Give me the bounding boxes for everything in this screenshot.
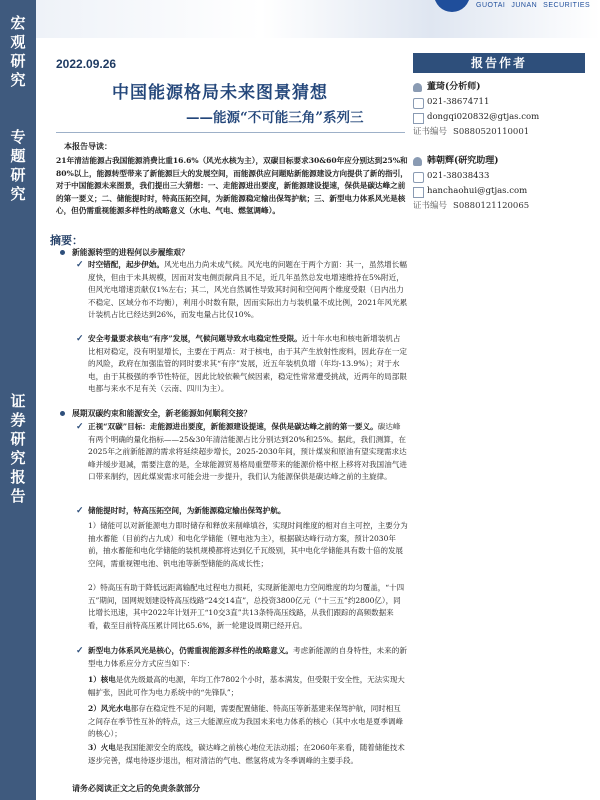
sidebar-char: 专 — [10, 128, 26, 146]
mail-icon — [413, 187, 424, 198]
author-cert: S0880121120065 — [453, 201, 530, 211]
paragraph-1-1 — [76, 259, 408, 322]
logo-word-3: SECURITIES — [543, 2, 591, 9]
paragraph-text: 风光电出力尚未成气候。风光电的问题在于两个方面：其一，虽然增长幅度快，但由于未具规模，因而对发电侧贡献尚且不足，近几年虽然总发电增速维持在5%附近，但风光电增速贡献仅1%左右；其二，风光自然属性导致其时间和空间两个维度受限（日内出力不稳定、区域分布不均衡），利用小时数有限，因而实际出力与装机量不成比例，2021年风光累计装机占比已经达到26%，而发电量占比仅10%。 — [88, 260, 408, 319]
check-icon: ✓ — [76, 646, 84, 656]
logo-mark-icon — [434, 0, 470, 12]
company-logo — [434, 0, 594, 16]
phone-icon — [413, 98, 424, 109]
paragraph-lead: 正视“双碳”目标：走能源进出要度，新能源建设提速，保供是碳达峰之前的第一要义。 — [88, 422, 378, 431]
paragraph-text: 碳达峰有两个明确的量化指标——25&30年清洁能源占比分别达到20%和25%。据此，我们测算，在2025年之前新能源的需求将延续超步增长，2025-2030年间，预计煤炭和原油有望实现需求达峰并缓步退减，需要注意的是，全球能源贸易格局重塑带来的能源价格中枢上移将对我国油气进口带来制约，因此煤炭需求可能会进一步提升，我们认为能源保供是碳达峰之前的主旋律。 — [88, 422, 407, 481]
check-icon: ✓ — [76, 260, 84, 270]
bullet-icon — [60, 411, 65, 416]
sidebar-char: 究 — [10, 449, 26, 467]
disclaimer-footer: 请务必阅读正文之后的免责条款部分 — [72, 783, 200, 793]
sidebar-char: 究 — [10, 185, 26, 203]
sidebar-char: 宏 — [10, 14, 26, 32]
sidebar-char: 告 — [10, 487, 26, 505]
report-title: 中国能源格局未来图景猜想 — [112, 83, 328, 103]
paragraph-4-head — [76, 645, 408, 670]
sidebar-char: 题 — [10, 147, 26, 165]
paragraph-lead: 1）核电 — [88, 675, 116, 684]
paragraph-lead: 新型电力体系风光是核心，仍需重视能源多样性的战略意义。 — [88, 646, 294, 655]
author-email[interactable]: dongqi020832@gtjas.com — [427, 112, 540, 122]
author-phone: 021-38038433 — [427, 171, 490, 181]
paragraph-text: 是我国能源安全的底线，碳达峰之前核心地位无法动摇；在2060年来看，随着储能技术逐步完善，煤电待逐步退出，相对清洁的气电、燃氢将成为冬季调峰的主要手段。 — [88, 743, 405, 765]
cert-label: 证书编号 — [413, 201, 448, 211]
cert-label: 证书编号 — [413, 127, 448, 137]
report-subtitle: ——能源“不可能三角”系列三 — [186, 110, 364, 126]
author-card-2 — [413, 154, 593, 214]
section-question-text: 新能源转型的进程何以步履维艰？ — [72, 248, 189, 257]
sidebar-char: 报 — [10, 468, 26, 486]
section-question-text: 展期双碳约束和能源安全，新老能源如何顺利交接？ — [72, 409, 252, 418]
paragraph-3-1: 1）储能可以对新能源电力即时储存和释放来削峰填谷，实现时间维度的相对自主可控，主要分为抽水蓄能（目前约占九成）和电化学储能（锂电池为主），根据碳达峰行动方案，预计2030年前，抽水蓄能和电化学储能的装机规模都将达到亿千瓦级别，其中电化学储能具有数十倍的发展空间，需重视锂电池、钒电池等新型储能的高成长性； — [88, 521, 408, 568]
sidebar-char: 观 — [10, 33, 26, 51]
logo-word-2: JUNAN — [511, 2, 538, 9]
guide-text: 21年清洁能源占我国能源消费比重16.6%（风光水核为主），双碳目标要求30&60年应分别达到25%和80%以上，能源转型带来了新能源巨大的发展空间，而能源供应问题贴新能源建设方向提供了新的指引，对于中国能源未来图景，我们提出三大猜想：一、走能源进出要度，新能源建设提速，保供是碳达峰之前的第一要义；二、储能提时时，特高压拓空间，为新能源稳定输出保驾护航；三、新型电力体系风光是核心，但仍需重视能源多样性的战略意义（水电、气电、燃氢调峰）。 — [56, 156, 408, 216]
check-icon: ✓ — [76, 506, 84, 516]
paragraph-lead: 2）风光水电 — [88, 704, 131, 713]
paragraph-text: 考虑新能源的自身特性，未来的新型电力体系应分方式应当如下： — [88, 646, 407, 668]
author-cert: S0880520110001 — [453, 127, 530, 137]
sidebar-special-research — [0, 128, 36, 204]
author-name: 董琦(分析师) — [427, 82, 481, 92]
section-question-1 — [72, 247, 407, 259]
author-card-1 — [413, 80, 593, 140]
authors-heading: 报告作者 — [413, 53, 585, 73]
sidebar-char: 券 — [10, 411, 26, 429]
paragraph-4-3 — [88, 742, 408, 767]
paragraph-4-1 — [88, 674, 408, 699]
bullet-icon — [60, 250, 65, 255]
mail-icon — [413, 113, 424, 124]
paragraph-3-head — [76, 505, 408, 518]
author-phone: 021-38674711 — [427, 97, 490, 107]
paragraph-1-2 — [76, 333, 408, 396]
phone-icon — [413, 172, 424, 183]
sidebar-char: 研 — [10, 52, 26, 70]
sidebar-securities-report — [0, 392, 36, 506]
paragraph-text: 都存在稳定性不足的问题，需要配置储能、特高压等新基建来保驾护航，同时相互之间存在季节性互补的特点，这三大能源应成为我国未来电力体系的核心（其中水电是夏季调峰的核心）； — [88, 704, 403, 738]
left-sidebar — [0, 0, 36, 800]
sidebar-char: 证 — [10, 392, 26, 410]
paragraph-4-2 — [88, 703, 408, 741]
sidebar-macro-research — [0, 14, 36, 90]
logo-text — [476, 2, 596, 9]
sidebar-char: 研 — [10, 430, 26, 448]
paragraph-lead: 储能提时时，特高压拓空间，为新能源稳定输出保驾护航。 — [88, 506, 286, 515]
guide-label: 本报告导读： — [64, 141, 112, 151]
author-name: 韩朝辉(研究助理) — [427, 156, 499, 166]
paragraph-lead: 安全考量要求核电“有序”发展，气候问题导致水电稳定性受限。 — [88, 334, 302, 343]
check-icon: ✓ — [76, 334, 84, 344]
section-question-2 — [72, 408, 407, 420]
summary-label: 摘要： — [50, 234, 83, 247]
paragraph-3-2: 2）特高压有助于降低远距离输配电过程电力损耗，实现新能源电力空间维度的均匀覆盖，“十四五”期间，国网规划建设特高压线路“24交14直”，总投资3800亿元（“十三五”约2800亿），同比增长迅速，其中2022年计划开工“10交3直”共13条特高压线路，从我们跟踪的高频数据来看，截至目前特高压累计同比65.6%，新一轮建设周期已经开启。 — [88, 583, 405, 630]
report-date: 2022.09.26 — [56, 57, 117, 71]
paragraph-2-1 — [76, 421, 408, 484]
person-icon — [413, 83, 422, 92]
paragraph-text: 近十年水电和核电新增装机占比相对稳定，没有明显增长，主要在于两点：对于核电，由于其产生放射性废料，因此存在一定的风险，政府在加强监管的同时要求其“有序”发展，近五年装机负增（年均-13.9%）；对于水电，由于其极强的季节性特征，因此比较依赖气候因素，稳定性常常遭受挑战，近两年的局部限电都与来水不足有关（云南、四川为主）。 — [88, 334, 407, 393]
check-icon: ✓ — [76, 422, 84, 432]
header-divider — [56, 132, 405, 133]
paragraph-lead: 3）火电 — [88, 743, 116, 752]
paragraph-lead: 时空错配，起步伊始。 — [88, 260, 164, 269]
author-email[interactable]: hanchaohui@gtjas.com — [427, 186, 528, 196]
sidebar-char: 研 — [10, 166, 26, 184]
sidebar-char: 究 — [10, 71, 26, 89]
person-icon — [413, 157, 422, 166]
logo-word-1: GUOTAI — [476, 2, 506, 9]
paragraph-text: 是优先级最高的电源，年均工作7802个小时，基本满发，但受限于安全性，无法实现大幅扩张，因此可作为电力系统中的“先锋队”； — [88, 675, 405, 697]
